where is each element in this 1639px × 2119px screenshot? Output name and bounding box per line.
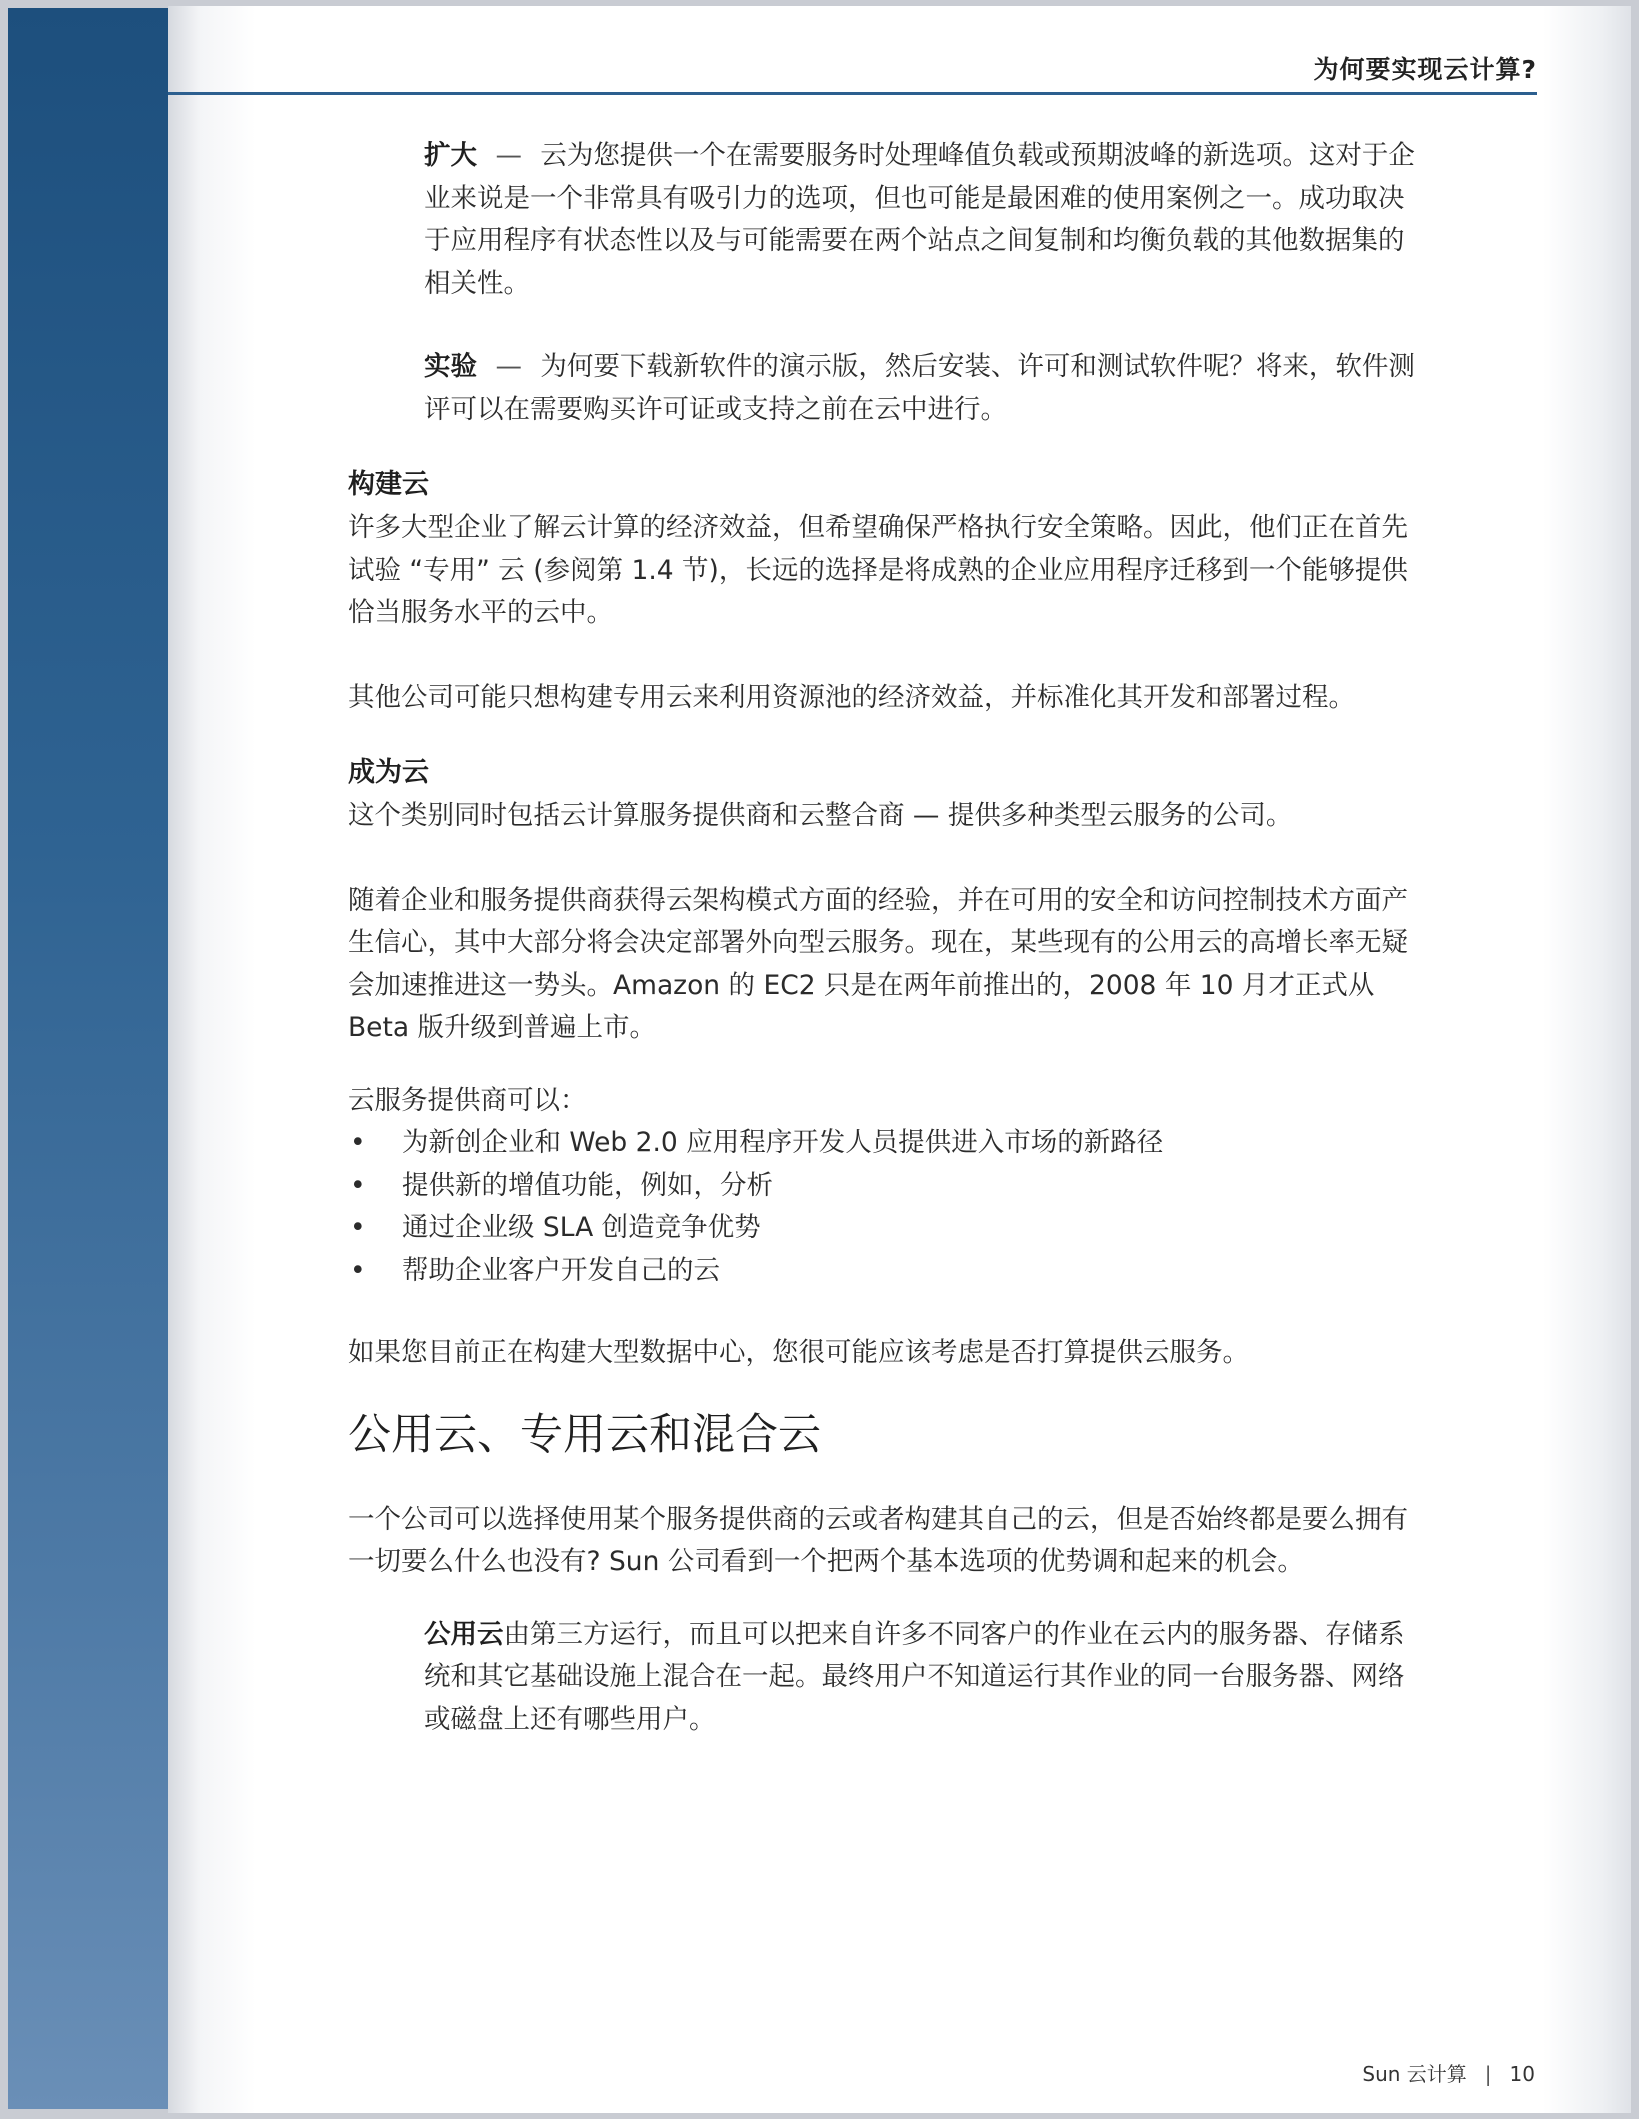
become-cloud-closing: 如果您目前正在构建大型数据中心，您很可能应该考虑是否打算提供云服务。 — [348, 1337, 1249, 1368]
bullet-dot: • — [350, 1212, 366, 1243]
become-cloud-heading: 成为云 — [348, 757, 429, 788]
experiment-paragraph — [424, 346, 1424, 431]
bullet-text: 提供新的增值功能，例如，分析 — [402, 1169, 773, 1201]
header-rule — [168, 92, 1537, 95]
running-header-title: 为何要实现云计算? — [1313, 55, 1537, 84]
bullet-dot: • — [350, 1254, 366, 1286]
public-private-heading: 公用云、专用云和混合云 — [348, 1409, 821, 1460]
experiment-dash: — — [495, 351, 522, 382]
expand-paragraph — [424, 135, 1424, 305]
experiment-label: 实验 — [424, 351, 477, 382]
providers-bullet-list — [348, 1122, 1608, 1292]
list-item — [348, 1122, 1608, 1165]
build-cloud-heading: 构建云 — [348, 469, 429, 500]
page-footer — [1362, 2058, 1535, 2087]
list-item — [348, 1165, 1608, 1208]
bullet-text: 为新创企业和 Web 2.0 应用程序开发人员提供进入市场的新路径 — [402, 1127, 1164, 1158]
bullet-text: 帮助企业客户开发自己的云 — [402, 1254, 720, 1286]
page-number: 10 — [1509, 2062, 1535, 2086]
bullet-dot: • — [350, 1127, 366, 1158]
bullet-text: 通过企业级 SLA 创造竞争优势 — [402, 1212, 761, 1243]
experiment-text: 为何要下载新软件的演示版，然后安装、许可和测试软件呢？将来，软件测评可以在需要购买许可证或支持之前在云中进行。 — [424, 351, 1415, 425]
bullet-dot: • — [350, 1169, 366, 1201]
expand-dash: — — [495, 140, 522, 171]
build-cloud-para1: 许多大型企业了解云计算的经济效益，但希望确保严格执行安全策略。因此，他们正在首先试验 “专用” 云 (参阅第 1.4 节)，长远的选择是将成熟的企业应用程序迁移到一个能够提供恰当服务水平的云中。 — [348, 512, 1408, 628]
public-cloud-paragraph — [424, 1614, 1424, 1742]
become-cloud-para2: 随着企业和服务提供商获得云架构模式方面的经验，并在可用的安全和访问控制技术方面产生信心，其中大部分将会决定部署外向型云服务。现在，某些现有的公用云的高增长率无疑会加速推进这一势头。Amazon 的 EC2 只是在两年前推出的，2008 年 10 月才正式从 Beta 版升级到普遍上市。 — [348, 884, 1408, 1043]
footer-brand: Sun 云计算 — [1362, 2062, 1467, 2086]
list-item — [348, 1250, 1608, 1293]
expand-label: 扩大 — [424, 140, 477, 171]
list-item — [348, 1207, 1608, 1250]
public-private-intro: 一个公司可以选择使用某个服务提供商的云或者构建其自己的云，但是否始终都是要么拥有一切要么什么也没有? Sun 公司看到一个把两个基本选项的优势调和起来的机会。 — [348, 1503, 1408, 1577]
sidebar-band — [8, 8, 172, 2109]
footer-separator: | — [1484, 2062, 1492, 2086]
become-cloud-para1: 这个类别同时包括云计算服务提供商和云整合商 — 提供多种类型云服务的公司。 — [348, 800, 1293, 831]
public-cloud-label: 公用云 — [424, 1618, 504, 1650]
document-page — [168, 6, 1631, 2113]
providers-intro: 云服务提供商可以： — [348, 1084, 587, 1116]
expand-text: 云为您提供一个在需要服务时处理峰值负载或预期波峰的新选项。这对于企业来说是一个非常具有吸引力的选项，但也可能是最困难的使用案例之一。成功取决于应用程序有状态性以及与可能需要在两个站点之间复制和均衡负载的其他数据集的相关性。 — [424, 140, 1415, 299]
build-cloud-para2: 其他公司可能只想构建专用云来利用资源池的经济效益，并标准化其开发和部署过程。 — [348, 681, 1355, 713]
public-cloud-text: 由第三方运行，而且可以把来自许多不同客户的作业在云内的服务器、存储系统和其它基础设施上混合在一起。最终用户不知道运行其作业的同一台服务器、网络或磁盘上还有哪些用户。 — [424, 1618, 1405, 1735]
main-content — [348, 135, 1608, 1741]
